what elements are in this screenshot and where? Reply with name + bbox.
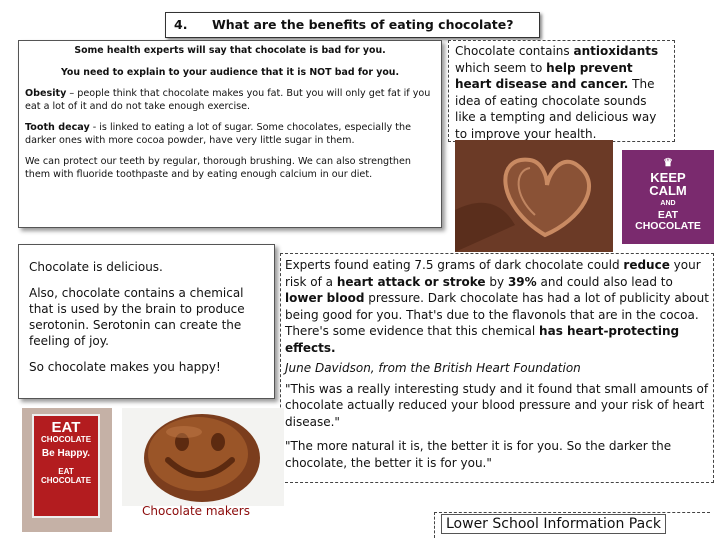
findings-paragraph: Experts found eating 7.5 grams of dark chocolate could reduce your risk of a heart attack or stroke by 39% and could also lead to lower blood pressure. Dark chocolate has had a lot of publicity about being good for you. That's due to the flavonols that are in the cocoa. There's some evidence that this chemical has heart-protecting effects. — [285, 258, 709, 355]
chocolate-smiley-icon — [122, 408, 284, 506]
slide-title — [165, 12, 540, 38]
tooth-decay-paragraph — [25, 122, 435, 147]
slide-title-text: What are the benefits of eating chocolate? — [212, 17, 514, 32]
antioxidants-benefit: help prevent heart disease and cancer. — [455, 60, 633, 91]
tooth-decay-term: Tooth decay — [25, 122, 90, 133]
chocolate-happiness-box — [18, 244, 275, 399]
obesity-text: – people think that chocolate makes you fat. But you will only get fat if you eat a lot of it and do not take enough exercise. — [25, 88, 431, 112]
footer-label: Lower School Information Pack — [441, 514, 666, 534]
health-concerns-box — [18, 40, 442, 228]
antioxidants-text-3: The idea of eating chocolate sounds like a tempting and delicious way to improve your health. — [455, 77, 657, 141]
crown-icon: ♛ — [663, 157, 673, 169]
quote-2: "The more natural it is, the better it is for you. So the darker the chocolate, the better it is for you." — [285, 439, 672, 470]
health-line-2: You need to explain to your audience that it is NOT bad for you. — [60, 66, 400, 78]
antioxidants-text-2: which seem to — [455, 60, 547, 75]
image-caption: Chocolate makers — [142, 504, 250, 518]
keep-calm-and: AND — [660, 200, 676, 207]
chocolate-smiley-image — [122, 408, 284, 506]
keep-calm-line-2: EAT CHOCOLATE — [635, 209, 701, 232]
health-line-1: Some health experts will say that chocolate is bad for you. — [74, 45, 386, 56]
chocolate-heart-image — [455, 140, 613, 252]
experts-findings-box — [280, 253, 714, 483]
sign-line-1: EAT — [51, 419, 81, 436]
obesity-term: Obesity — [25, 88, 67, 99]
sign-line-4: EAT CHOCOLATE — [40, 467, 92, 485]
eat-chocolate-sign — [32, 414, 100, 518]
antioxidants-text-1: Chocolate contains — [455, 44, 574, 58]
obesity-paragraph — [25, 88, 435, 113]
antioxidants-box — [448, 40, 675, 142]
eat-chocolate-sign-image — [22, 408, 112, 532]
tooth-decay-text: - is linked to eating a lot of sugar. Some chocolates, especially the darker ones with more cocoa powder, have very little sugar in them. — [25, 122, 411, 146]
quote-1: "This was a really interesting study and it found that small amounts of chocolate actually reduced your blood pressure and your risk of heart disease." — [285, 381, 709, 429]
quote-attribution: June Davidson, from the British Heart Foundation — [285, 361, 581, 375]
slide-number: 4. — [174, 17, 188, 32]
keep-calm-line-1: KEEP CALM — [649, 170, 687, 198]
antioxidants-term: antioxidants — [573, 44, 659, 58]
footer — [434, 512, 710, 538]
serotonin-paragraph: Also, chocolate contains a chemical that is used by the brain to produce serotonin. Serotonin can create the feeling of joy. — [29, 286, 245, 348]
happy-paragraph: So chocolate makes you happy! — [29, 360, 221, 374]
chocolate-heart-icon — [455, 140, 613, 252]
sign-line-3: Be Happy. — [41, 448, 91, 459]
teeth-protection-paragraph: We can protect our teeth by regular, thorough brushing. We can also strengthen them with fluoride toothpaste and by eating enough calcium in our diet. — [25, 156, 411, 180]
sign-line-2: CHOCOLATE — [40, 435, 92, 444]
keep-calm-poster — [622, 150, 714, 244]
delicious-paragraph: Chocolate is delicious. — [29, 260, 163, 274]
